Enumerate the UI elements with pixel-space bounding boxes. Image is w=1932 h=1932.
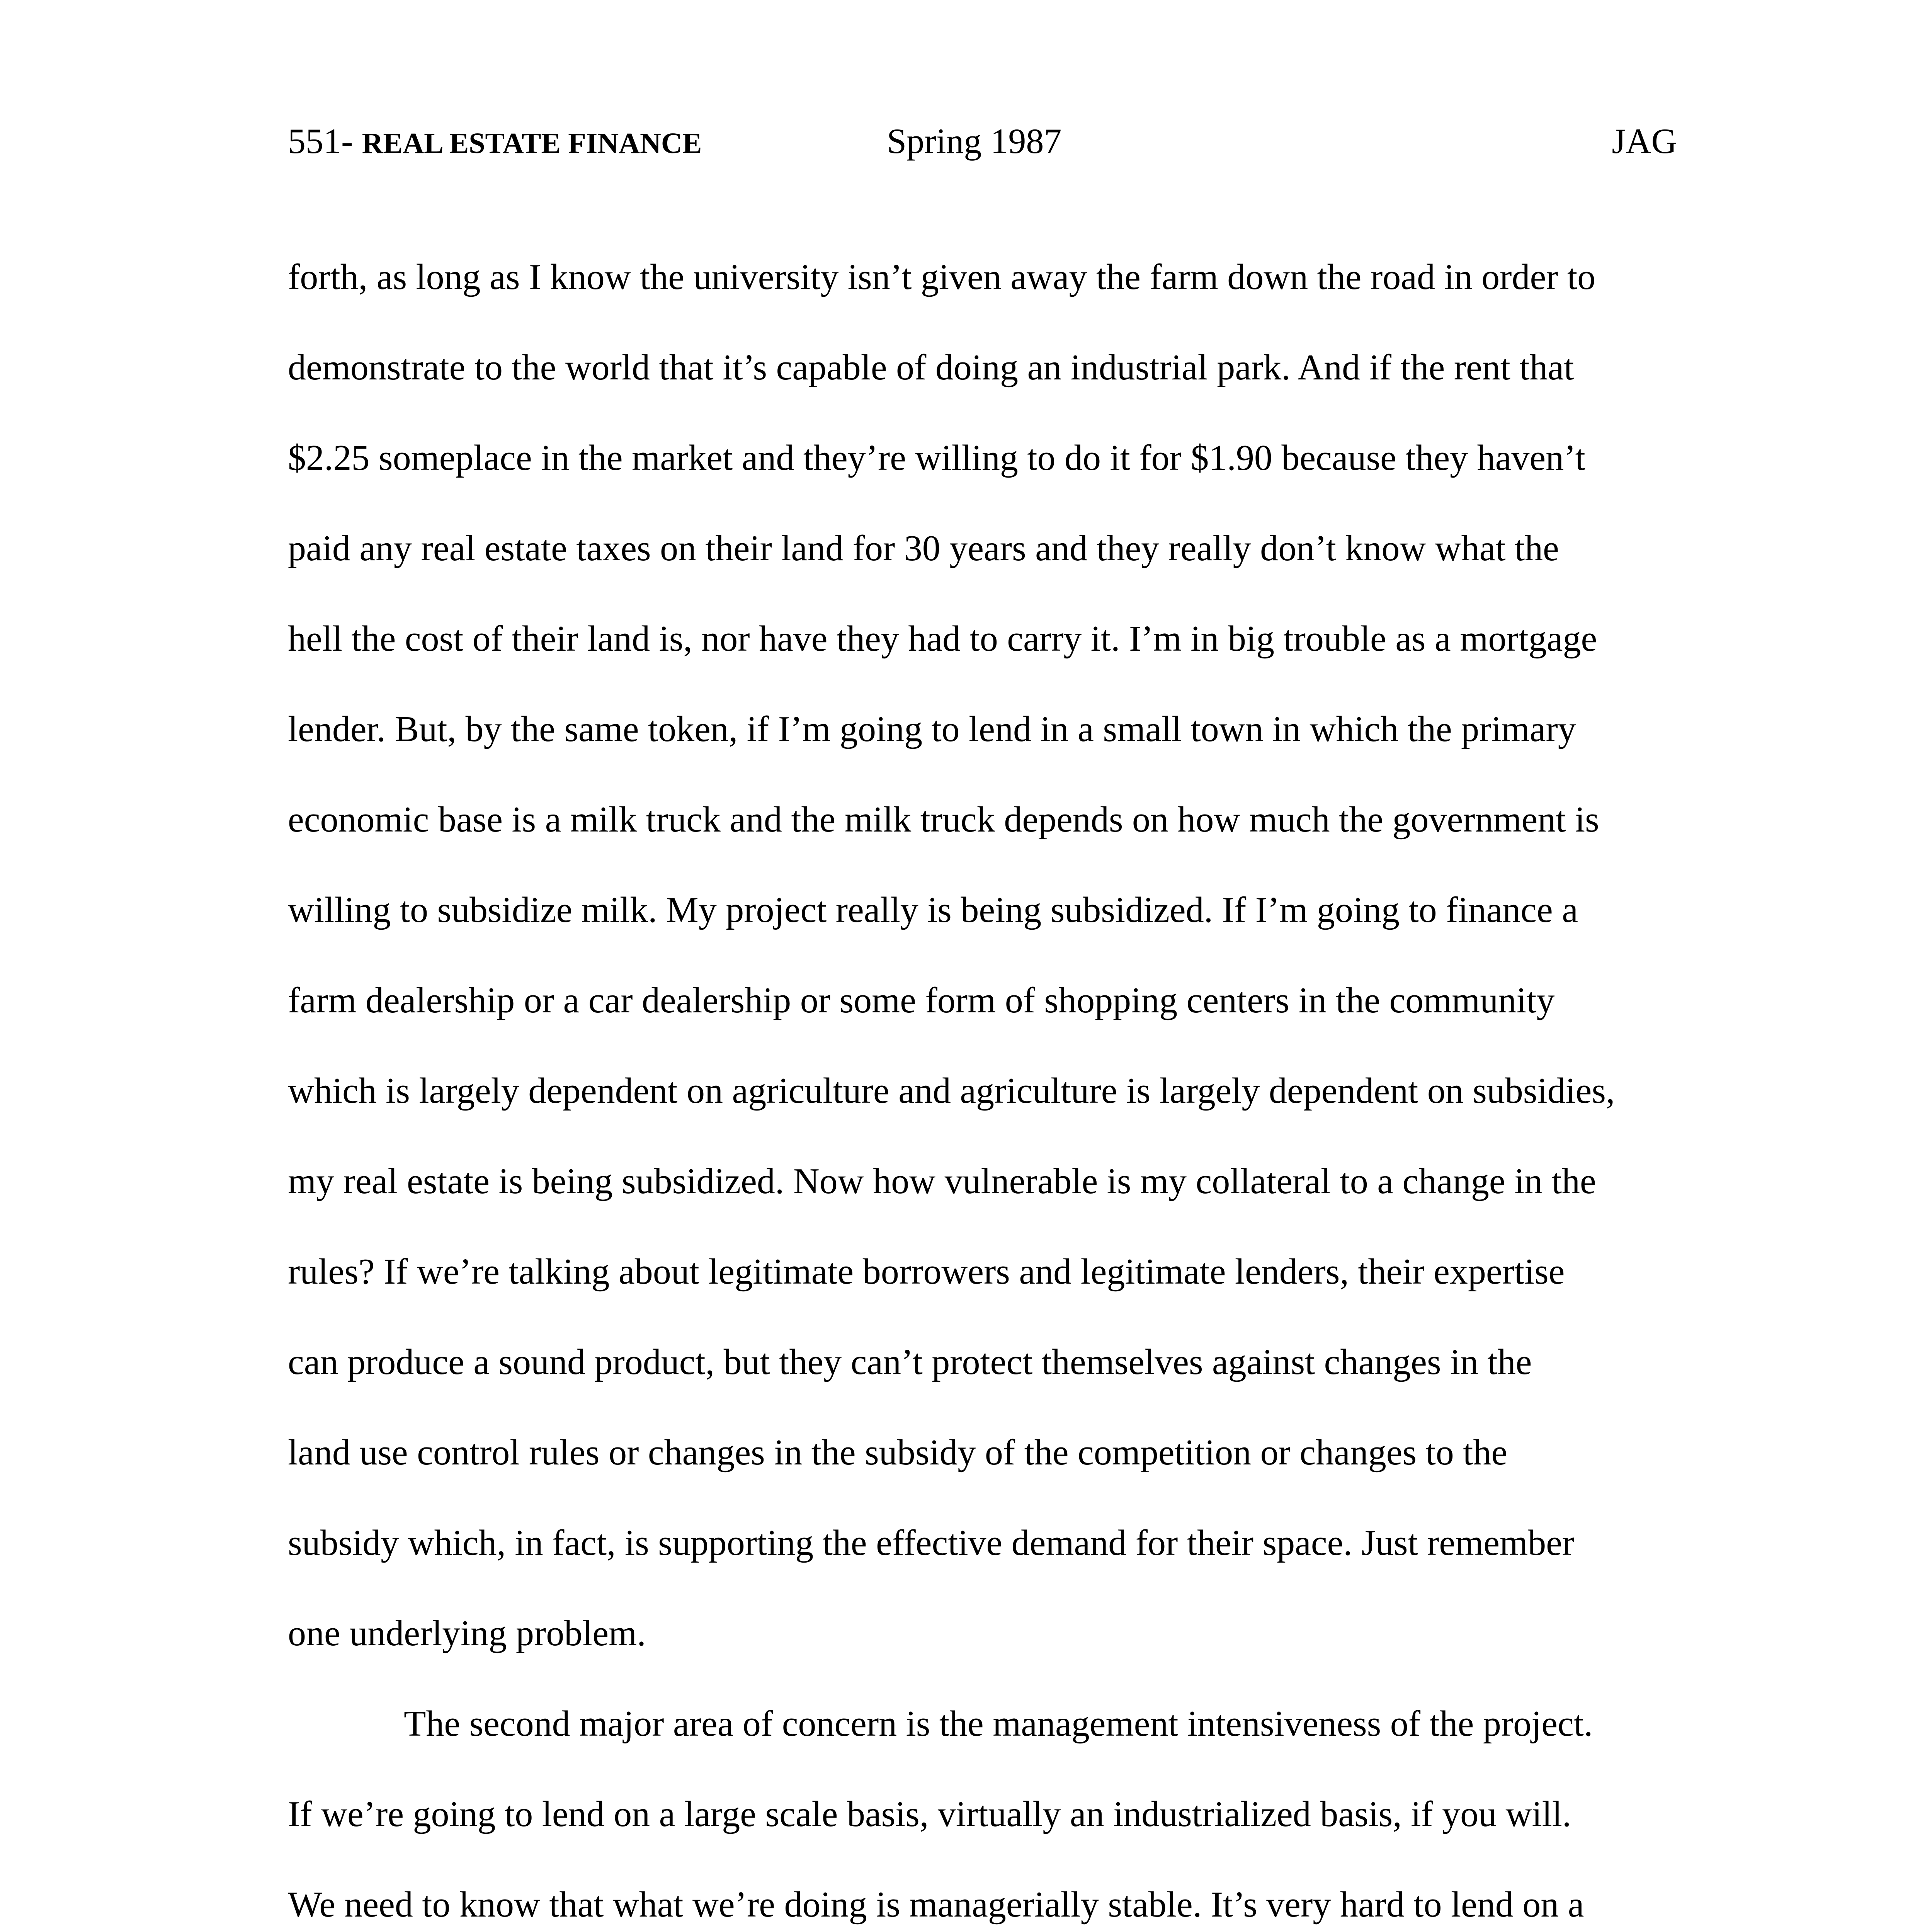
text-line: forth, as long as I know the university isn’t given away the farm down the road in order to — [288, 257, 1596, 297]
running-header — [288, 116, 1677, 166]
text-line: paid any real estate taxes on their land for 30 years and they really don’t know what the — [288, 528, 1559, 568]
text-line: $2.25 someplace in the market and they’re willing to do it for $1.90 because they haven’t — [288, 438, 1585, 478]
paragraph-2 — [288, 1679, 1679, 1932]
text-line: rules? If we’re talking about legitimate borrowers and legitimate lenders, their expertise — [288, 1252, 1565, 1292]
header-initials: JAG — [1612, 121, 1677, 161]
paragraph-1 — [288, 232, 1679, 1679]
text-line: hell the cost of their land is, nor have they had to carry it. I’m in big trouble as a mortgage — [288, 619, 1597, 659]
text-line: farm dealership or a car dealership or some form of shopping centers in the community — [288, 980, 1555, 1020]
course-title: REAL ESTATE FINANCE — [362, 127, 702, 160]
body-text — [288, 232, 1679, 1932]
header-course — [288, 116, 702, 168]
text-line: which is largely dependent on agriculture and agriculture is largely dependent on subsidies, — [288, 1071, 1615, 1111]
header-term: Spring 1987 — [887, 121, 1062, 161]
text-line: land use control rules or changes in the subsidy of the competition or changes to the — [288, 1432, 1508, 1473]
text-line: one underlying problem. — [288, 1613, 646, 1653]
text-line: my real estate is being subsidized. Now how vulnerable is my collateral to a change in the — [288, 1161, 1596, 1201]
course-number: 551- — [288, 121, 353, 161]
text-line: If we’re going to lend on a large scale basis, virtually an industrialized basis, if you will. — [288, 1794, 1571, 1834]
text-line: can produce a sound product, but they can’t protect themselves against changes in the — [288, 1342, 1532, 1382]
text-line: willing to subsidize milk. My project really is being subsidized. If I’m going to finance a — [288, 890, 1578, 930]
text-line: economic base is a milk truck and the milk truck depends on how much the government is — [288, 799, 1599, 840]
text-line: We need to know that what we’re doing is managerially stable. It’s very hard to lend on a — [288, 1884, 1584, 1925]
text-line: The second major area of concern is the management intensiveness of the project. — [404, 1704, 1593, 1744]
text-line: subsidy which, in fact, is supporting the effective demand for their space. Just remember — [288, 1523, 1575, 1563]
text-line: lender. But, by the same token, if I’m going to lend in a small town in which the primary — [288, 709, 1576, 749]
text-line: demonstrate to the world that it’s capable of doing an industrial park. And if the rent that — [288, 347, 1574, 388]
